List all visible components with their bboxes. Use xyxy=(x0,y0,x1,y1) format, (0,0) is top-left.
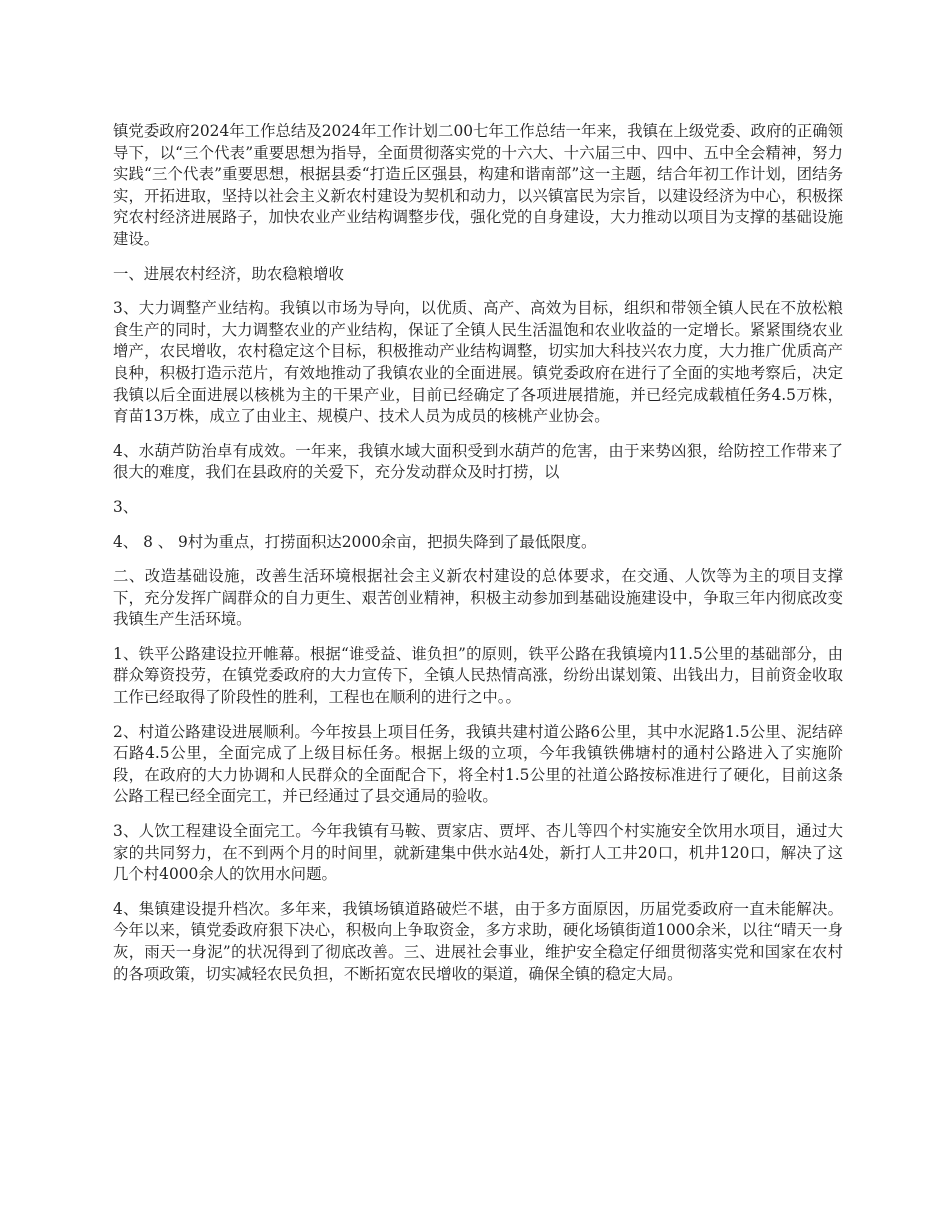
paragraph-industry-structure: 3、大力调整产业结构。我镇以市场为导向，以优质、高产、高效为目标，组织和带领全镇人民在不放松粮食生产的同时，大力调整农业的产业结构，保证了全镇人民生活温饱和农业收益的一定增长。紧紧围绕农业增产，农民增收，农村稳定这个目标，积极推动产业结构调整，切实加大科技兴农力度，大力推广优质高产良种，积极打造示范片，有效地推动了我镇农业的全面进展。镇党委政府在进行了全面的实地考察后，决定我镇以后全面进展以核桃为主的干果产业，目前已经确定了各项进展措施，并已经完成载植任务4.5万株，育苗13万株，成立了由业主、规模户、技术人员为成员的核桃产业协会。 xyxy=(113,299,843,426)
document-body xyxy=(113,121,843,998)
section-heading-rural-economy: 一、进展农村经济，助农稳粮增收 xyxy=(113,264,344,283)
intro-paragraph: 镇党委政府2024年工作总结及2024年工作计划二00七年工作总结一年来，我镇在上级党委、政府的正确领导下，以“三个代表”重要思想为指导，全面贯彻落实党的十六大、十六届三中、四中、五中全会精神，努力实践“三个代表”重要思想，根据县委“打造丘区强县，构建和谐南部”这一主题，结合年初工作计划，团结务实，开拓进取，坚持以社会主义新农村建设为契机和动力，以兴镇富民为宗旨，以建设经济为中心，积极探究农村经济进展路子，加快农业产业结构调整步伐，强化党的自身建设，大力推动以项目为支撑的基础设施建设。 xyxy=(113,122,843,248)
paragraph-village-roads: 2、村道公路建设进展顺利。今年按县上项目任务，我镇共建村道公路6公里，其中水泥路1.5公里、泥结碎石路4.5公里，全面完成了上级目标任务。根据上级的立项，今年我镇铁佛塘村的通村公路进入了实施阶段，在政府的大力协调和人民群众的全面配合下，将全村1.5公里的社道公路按标准进行了硬化，目前这条公路工程已经全面完工，并已经通过了县交通局的验收。 xyxy=(113,722,843,806)
paragraph-water-hyacinth: 4、水葫芦防治卓有成效。一年来，我镇水域大面积受到水葫芦的危害，由于来势凶狠，给防控工作带来了很大的难度，我们在县政府的关爱下，充分发动群众及时打捞，以 xyxy=(113,441,843,482)
paragraph-fragment-villages: 4、 8 、 9村为重点，打捞面积达2000余亩，把损失降到了最低限度。 xyxy=(113,532,597,551)
paragraph-town-construction: 4、集镇建设提升档次。多年来，我镇场镇道路破烂不堪，由于多方面原因，历届党委政府一直未能解决。今年以来，镇党委政府狠下决心，积极向上争取资金，多方求助，硬化场镇街道1000余米，以往“晴天一身灰，雨天一身泥”的状况得到了彻底改善。三、进展社会事业，维护安全稳定仔细贯彻落实党和国家在农村的各项政策，切实减轻农民负担，不断拓宽农民增收的渠道，确保全镇的稳定大局。 xyxy=(113,899,843,983)
paragraph-fragment-3: 3、 xyxy=(113,497,139,516)
paragraph-tieping-road: 1、铁平公路建设拉开帷幕。根据“谁受益、谁负担”的原则，铁平公路在我镇境内11.5公里的基础部分，由群众筹资投劳，在镇党委政府的大力宣传下，全镇人民热情高涨，纷纷出谋划策、出钱出力，目前资金收取工作已经取得了阶段性的胜利，工程也在顺利的进行之中。。 xyxy=(113,644,843,707)
section-heading-infrastructure: 二、改造基础设施，改善生活环境根据社会主义新农村建设的总体要求，在交通、人饮等为主的项目支撑下，充分发挥广阔群众的自力更生、艰苦创业精神，积极主动参加到基础设施建设中，争取三年内彻底改变我镇生产生活环境。 xyxy=(113,567,843,629)
paragraph-drinking-water: 3、人饮工程建设全面完工。今年我镇有马鞍、贾家店、贾坪、杏儿等四个村实施安全饮用水项目，通过大家的共同努力，在不到两个月的时间里，就新建集中供水站4处，新打人工井20口，机井120口，解决了这几个村4000余人的饮用水问题。 xyxy=(113,822,843,884)
